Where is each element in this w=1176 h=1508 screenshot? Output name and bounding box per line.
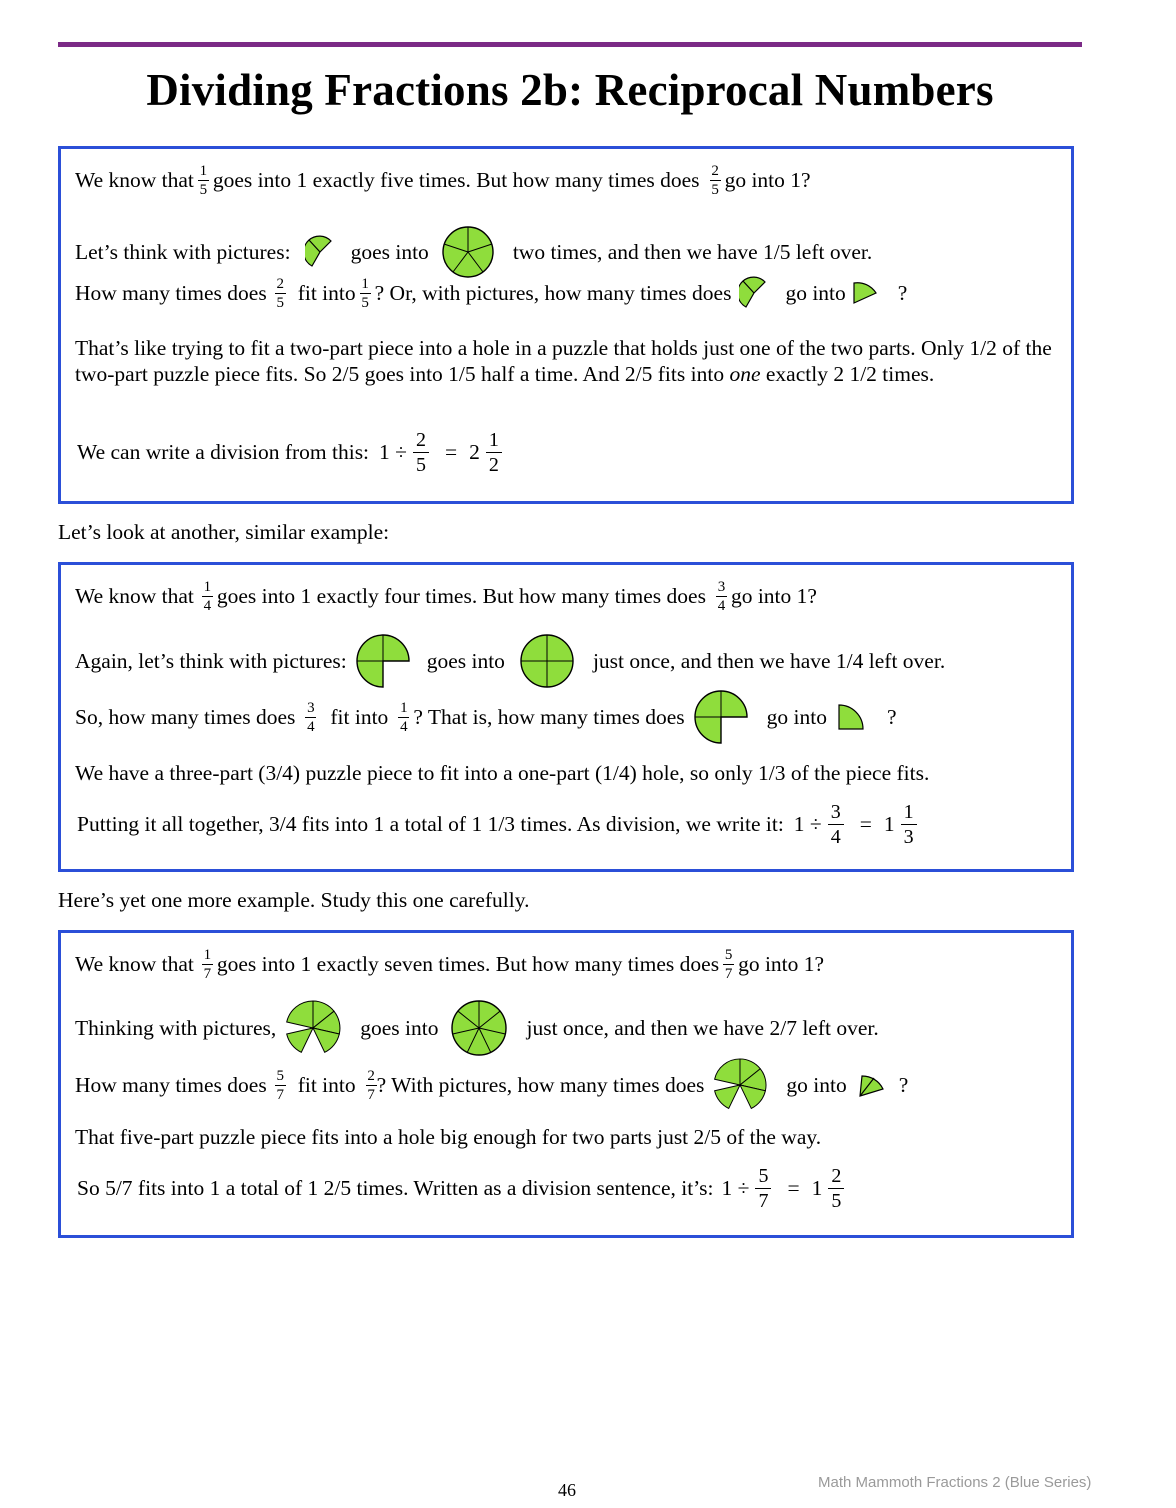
text: go into 1? xyxy=(738,952,825,976)
text: go into xyxy=(785,280,846,305)
ex3-line-1 xyxy=(75,947,1061,982)
fraction xyxy=(202,947,213,982)
numerator: 2 xyxy=(276,275,284,292)
text: go into xyxy=(766,704,827,729)
text: We know that xyxy=(75,584,194,608)
fraction xyxy=(828,801,844,848)
text: ? With pictures, how many times does xyxy=(376,1072,705,1097)
text: Let’s think with pictures: xyxy=(75,239,291,264)
denominator: 5 xyxy=(199,182,208,198)
emphasis-text: one xyxy=(729,362,761,386)
text: goes into 1 exactly five times. But how many times does xyxy=(212,168,700,192)
page-number: 46 xyxy=(558,1480,576,1500)
top-rule xyxy=(58,42,1082,47)
three-quarters-pie-icon xyxy=(355,633,411,689)
text: That’s like trying to fit a two-part piece into a hole in a puzzle that holds just one of the two parts. Only 1/2 of the two-part puzzle piece fits. So 2/5 goes into 1/5 half a time. And 2/5 fits into xyxy=(75,336,1052,386)
ex1-line-3 xyxy=(75,275,1061,311)
text: exactly 2 1/2 times. xyxy=(765,362,935,386)
text: fit into xyxy=(297,280,356,305)
denominator: 7 xyxy=(724,966,733,982)
text: So 5/7 fits into 1 a total of 1 2/5 times. Written as a division sentence, it’s: xyxy=(77,1176,714,1200)
denominator: 7 xyxy=(276,1086,284,1103)
equals-sign: = xyxy=(787,1176,800,1200)
fraction xyxy=(710,163,721,198)
intro-example-3: Here’s yet one more example. Study this one carefully. xyxy=(58,888,530,912)
ex2-line-3 xyxy=(75,689,1061,745)
numerator: 3 xyxy=(717,579,726,595)
example-box-3 xyxy=(58,930,1074,1238)
two-fifths-pie-piece-icon xyxy=(739,275,769,311)
equals-sign: = xyxy=(859,812,872,836)
fraction xyxy=(716,579,727,614)
text: just once, and then we have 2/7 left over. xyxy=(526,1015,879,1040)
fraction xyxy=(366,1068,377,1103)
text: Again, let’s think with pictures: xyxy=(75,648,347,673)
numerator: 1 xyxy=(903,801,914,823)
text: That five-part puzzle piece fits into a hole big enough for two parts just 2/5 of the way. xyxy=(75,1125,822,1149)
numerator: 1 xyxy=(199,163,208,179)
whole-number: 2 xyxy=(469,440,480,464)
fraction-bar xyxy=(723,964,734,965)
denominator: 5 xyxy=(415,454,426,476)
text: ? That is, how many times does xyxy=(413,704,685,729)
text: Putting it all together, 3/4 fits into 1 a total of 1 1/3 times. As division, we write it: xyxy=(77,812,784,836)
seven-part-pie-icon xyxy=(450,999,508,1057)
division-expression: 1 ÷ xyxy=(721,1176,750,1200)
example-box-2 xyxy=(58,562,1074,872)
text: ? xyxy=(898,1072,909,1097)
intro-example-2: Let’s look at another, similar example: xyxy=(58,520,390,544)
division-expression: 1 ÷ xyxy=(793,812,822,836)
text: goes into xyxy=(350,239,429,264)
numerator: 2 xyxy=(367,1067,375,1084)
example-box-1 xyxy=(58,146,1074,504)
denominator: 5 xyxy=(711,182,719,198)
ex1-line-1 xyxy=(75,163,1061,198)
fraction-bar xyxy=(305,717,316,718)
fraction-bar xyxy=(755,1188,771,1189)
ex3-line-2 xyxy=(75,999,1061,1057)
text: go into 1? xyxy=(730,584,817,608)
numerator: 5 xyxy=(758,1165,769,1187)
text: go into xyxy=(786,1072,847,1097)
fraction xyxy=(486,429,502,476)
ex1-equation xyxy=(77,429,1061,476)
text: We have a three-part (3/4) puzzle piece to fit into a one-part (1/4) hole, so only 1/3 of the piece fits. xyxy=(75,761,930,785)
fraction-bar xyxy=(901,824,917,825)
five-sevenths-pie-icon xyxy=(284,999,342,1057)
text: ? xyxy=(897,280,908,305)
numerator: 2 xyxy=(415,429,426,451)
fraction xyxy=(305,700,316,735)
fraction-bar xyxy=(486,452,502,453)
text: fit into xyxy=(330,704,389,729)
fraction xyxy=(901,801,917,848)
text: Thinking with pictures, xyxy=(75,1015,277,1040)
text: So, how many times does xyxy=(75,704,296,729)
denominator: 2 xyxy=(488,454,499,476)
one-quarter-pie-hole-icon xyxy=(837,703,865,731)
fraction xyxy=(202,579,213,614)
denominator: 4 xyxy=(203,598,212,614)
fraction xyxy=(360,276,371,311)
denominator: 5 xyxy=(831,1190,842,1212)
fraction-bar xyxy=(828,824,844,825)
text: How many times does xyxy=(75,280,267,305)
text: ? Or, with pictures, how many times does xyxy=(374,280,732,305)
ex2-line-2 xyxy=(75,633,1061,689)
fraction-bar xyxy=(828,1188,844,1189)
two-sevenths-pie-hole-icon xyxy=(857,1071,885,1099)
fraction-bar xyxy=(710,180,721,181)
text: We know that xyxy=(75,168,194,192)
fraction xyxy=(275,1068,286,1103)
fraction-bar xyxy=(202,964,213,965)
denominator: 4 xyxy=(717,598,726,614)
text: How many times does xyxy=(75,1072,267,1097)
fraction xyxy=(398,700,409,735)
fraction xyxy=(828,1165,844,1212)
one-fifth-pie-hole-icon xyxy=(852,281,878,305)
denominator: 3 xyxy=(903,826,914,848)
ex3-line-4 xyxy=(75,1125,1061,1150)
denominator: 4 xyxy=(830,826,841,848)
five-sevenths-pie-icon xyxy=(712,1057,768,1113)
division-expression: 1 ÷ xyxy=(379,440,407,464)
fraction-bar xyxy=(275,1085,286,1086)
fraction xyxy=(275,276,286,311)
fraction-bar xyxy=(398,717,409,718)
denominator: 5 xyxy=(276,294,284,311)
fraction xyxy=(413,429,429,476)
numerator: 2 xyxy=(711,163,719,179)
text: just once, and then we have 1/4 left over. xyxy=(592,648,946,673)
numerator: 1 xyxy=(361,275,369,292)
text: two times, and then we have 1/5 left over. xyxy=(512,239,873,264)
ex2-equation xyxy=(77,801,1061,848)
fraction-bar xyxy=(413,452,429,453)
numerator: 3 xyxy=(830,801,841,823)
ex3-line-3 xyxy=(75,1057,1061,1113)
text: ? xyxy=(886,704,897,729)
text: goes into xyxy=(426,648,505,673)
fraction-bar xyxy=(198,180,209,181)
denominator: 7 xyxy=(203,966,212,982)
numerator: 1 xyxy=(203,579,212,595)
footer-series-label: Math Mammoth Fractions 2 (Blue Series) xyxy=(818,1474,1092,1491)
numerator: 5 xyxy=(276,1067,284,1084)
five-part-pie-icon xyxy=(441,225,495,279)
text: go into 1? xyxy=(724,168,811,192)
page-title: Dividing Fractions 2b: Reciprocal Numbers xyxy=(146,65,994,115)
ex3-equation xyxy=(77,1165,1061,1212)
text: goes into 1 exactly four times. But how many times does xyxy=(216,584,706,608)
numerator: 1 xyxy=(400,699,408,716)
ex2-line-1 xyxy=(75,579,1061,614)
text: goes into xyxy=(360,1015,439,1040)
text: goes into 1 exactly seven times. But how many times does xyxy=(216,952,720,976)
text: We can write a division from this: xyxy=(77,440,370,464)
denominator: 4 xyxy=(400,718,408,735)
denominator: 5 xyxy=(361,294,369,311)
denominator: 7 xyxy=(367,1086,375,1103)
numerator: 5 xyxy=(724,947,733,963)
two-fifths-pie-piece-icon xyxy=(305,235,335,269)
denominator: 4 xyxy=(307,718,315,735)
ex1-line-2 xyxy=(75,225,1061,279)
ex1-paragraph xyxy=(75,335,1057,387)
fraction-bar xyxy=(716,596,727,597)
numerator: 3 xyxy=(307,699,315,716)
fraction-bar xyxy=(366,1085,377,1086)
ex2-line-4 xyxy=(75,761,1061,786)
numerator: 1 xyxy=(203,947,212,963)
four-part-pie-icon xyxy=(519,633,575,689)
numerator: 1 xyxy=(488,429,499,451)
numerator: 2 xyxy=(831,1165,842,1187)
fraction xyxy=(755,1165,771,1212)
fraction-bar xyxy=(360,293,371,294)
fraction-bar xyxy=(202,596,213,597)
fraction-bar xyxy=(275,293,286,294)
text: We know that xyxy=(75,952,194,976)
equals-sign: = xyxy=(444,440,458,464)
fraction xyxy=(723,947,734,982)
text: fit into xyxy=(297,1072,356,1097)
denominator: 7 xyxy=(758,1190,769,1212)
three-quarters-pie-icon xyxy=(693,689,749,745)
whole-number: 1 xyxy=(811,1176,823,1200)
fraction xyxy=(198,163,209,198)
whole-number: 1 xyxy=(883,812,895,836)
